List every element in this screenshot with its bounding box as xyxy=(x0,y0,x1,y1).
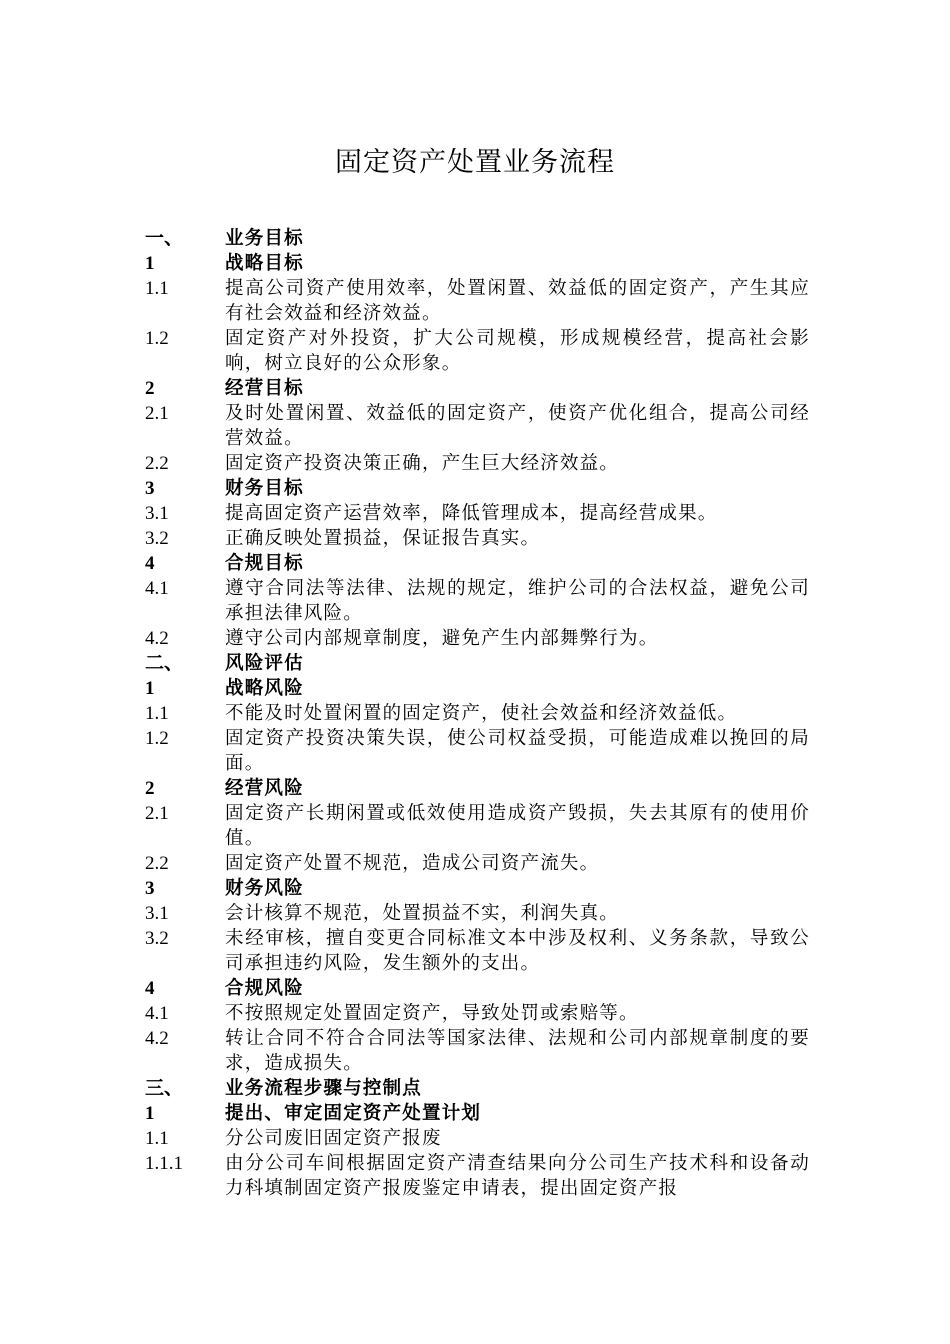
item-number: 4.2 xyxy=(145,628,169,649)
item-text: 提高固定资产运营效率，降低管理成本，提高经营成果。 xyxy=(225,503,718,524)
section-heading xyxy=(145,226,810,251)
item-text: 固定资产长期闲置或低效使用造成资产毁损，失去其原有的使用价值。 xyxy=(225,803,810,849)
item-number: 2 xyxy=(145,778,155,799)
list-item xyxy=(145,526,810,551)
list-item xyxy=(145,501,810,526)
section-heading xyxy=(145,551,810,576)
item-text: 风险评估 xyxy=(225,653,304,674)
item-number: 1 xyxy=(145,1103,155,1124)
item-text: 合规风险 xyxy=(225,978,304,999)
item-text: 固定资产处置不规范，造成公司资产流失。 xyxy=(225,853,600,874)
item-text: 会计核算不规范，处置损益不实，利润失真。 xyxy=(225,903,620,924)
item-text: 业务流程步骤与控制点 xyxy=(225,1078,423,1099)
item-text: 财务风险 xyxy=(225,878,304,899)
item-text: 财务目标 xyxy=(225,478,304,499)
item-number: 4.1 xyxy=(145,578,169,599)
item-text: 合规目标 xyxy=(225,553,304,574)
list-item xyxy=(145,451,810,476)
item-text: 转让合同不符合合同法等国家法律、法规和公司内部规章制度的要求，造成损失。 xyxy=(225,1028,810,1074)
item-text: 不能及时处置闲置的固定资产，使社会效益和经济效益低。 xyxy=(225,703,738,724)
item-number: 2.1 xyxy=(145,803,169,824)
item-text: 战略目标 xyxy=(225,253,304,274)
item-number: 2.2 xyxy=(145,853,169,874)
item-text: 提出、审定固定资产处置计划 xyxy=(225,1103,482,1124)
item-text: 经营风险 xyxy=(225,778,304,799)
item-number: 1.2 xyxy=(145,328,169,349)
item-text: 提高公司资产使用效率，处置闲置、效益低的固定资产，产生其应有社会效益和经济效益。 xyxy=(225,278,810,324)
list-item xyxy=(145,576,810,626)
item-number: 1.2 xyxy=(145,728,169,749)
item-number: 2.2 xyxy=(145,453,169,474)
item-text: 由分公司车间根据固定资产清查结果向分公司生产技术科和设备动力科填制固定资产报废鉴定申请表，提出固定资产报 xyxy=(225,1153,810,1199)
list-item xyxy=(145,401,810,451)
item-number: 3 xyxy=(145,478,155,499)
item-number: 一、 xyxy=(145,228,184,249)
item-number: 3.2 xyxy=(145,928,169,949)
item-number: 二、 xyxy=(145,653,184,674)
item-number: 4 xyxy=(145,553,155,574)
item-number: 三、 xyxy=(145,1078,184,1099)
item-text: 业务目标 xyxy=(225,228,304,249)
list-item xyxy=(145,851,810,876)
item-text: 固定资产对外投资，扩大公司规模，形成规模经营，提高社会影响，树立良好的公众形象。 xyxy=(225,328,810,374)
list-item xyxy=(145,626,810,651)
item-text: 遵守公司内部规章制度，避免产生内部舞弊行为。 xyxy=(225,628,659,649)
section-heading xyxy=(145,376,810,401)
item-text: 分公司废旧固定资产报废 xyxy=(225,1128,442,1149)
item-number: 4.1 xyxy=(145,1003,169,1024)
item-number: 1.1 xyxy=(145,1128,169,1149)
item-text: 不按照规定处置固定资产，导致处罚或索赔等。 xyxy=(225,1003,639,1024)
section-heading xyxy=(145,776,810,801)
section-heading xyxy=(145,976,810,1001)
list-item xyxy=(145,1001,810,1026)
list-item xyxy=(145,1126,810,1151)
item-number: 3.1 xyxy=(145,903,169,924)
section-heading xyxy=(145,1101,810,1126)
section-heading xyxy=(145,876,810,901)
item-number: 1 xyxy=(145,678,155,699)
section-heading xyxy=(145,476,810,501)
page-title: 固定资产处置业务流程 xyxy=(335,147,615,178)
list-item xyxy=(145,926,810,976)
section-heading xyxy=(145,651,810,676)
section-heading xyxy=(145,251,810,276)
item-text: 未经审核，擅自变更合同标准文本中涉及权利、义务条款，导致公司承担违约风险，发生额外的支出。 xyxy=(225,928,810,974)
item-number: 4 xyxy=(145,978,155,999)
item-text: 遵守合同法等法律、法规的规定，维护公司的合法权益，避免公司承担法律风险。 xyxy=(225,578,810,624)
item-text: 经营目标 xyxy=(225,378,304,399)
item-number: 1.1.1 xyxy=(145,1153,183,1174)
item-number: 1.1 xyxy=(145,703,169,724)
list-item xyxy=(145,901,810,926)
item-text: 及时处置闲置、效益低的固定资产，使资产优化组合，提高公司经营效益。 xyxy=(225,403,810,449)
item-number: 3 xyxy=(145,878,155,899)
item-number: 1 xyxy=(145,253,155,274)
item-number: 1.1 xyxy=(145,278,169,299)
list-item xyxy=(145,276,810,326)
list-item xyxy=(145,801,810,851)
item-number: 4.2 xyxy=(145,1028,169,1049)
section-heading xyxy=(145,676,810,701)
list-item xyxy=(145,1151,810,1201)
item-text: 战略风险 xyxy=(225,678,304,699)
item-number: 3.2 xyxy=(145,528,169,549)
item-number: 2.1 xyxy=(145,403,169,424)
item-number: 3.1 xyxy=(145,503,169,524)
item-text: 固定资产投资决策正确，产生巨大经济效益。 xyxy=(225,453,620,474)
list-item xyxy=(145,726,810,776)
item-text: 固定资产投资决策失误，使公司权益受损，可能造成难以挽回的局面。 xyxy=(225,728,810,774)
document-body xyxy=(145,226,810,1201)
list-item xyxy=(145,1026,810,1076)
item-text: 正确反映处置损益，保证报告真实。 xyxy=(225,528,541,549)
item-number: 2 xyxy=(145,378,155,399)
list-item xyxy=(145,701,810,726)
list-item xyxy=(145,326,810,376)
section-heading xyxy=(145,1076,810,1101)
